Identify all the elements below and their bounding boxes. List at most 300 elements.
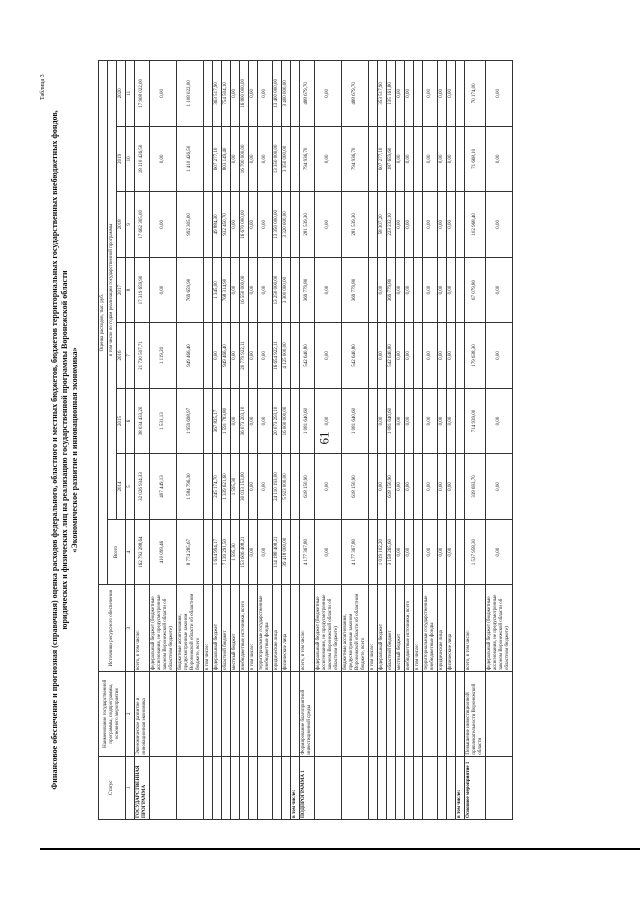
header-colnum: 1 — [126, 756, 135, 819]
row-value: 363 517,90 — [213, 61, 222, 127]
row-value: 49 884,30 — [213, 192, 222, 258]
row-value: 38 034 433,20 — [135, 388, 150, 454]
row-value: 0,00 — [396, 126, 405, 192]
row-name — [204, 672, 213, 757]
row-value: 13 250 000,00 — [273, 257, 282, 323]
header-year: 2016 — [117, 323, 126, 389]
row-value: 754 504,10 — [222, 61, 231, 127]
row-value: 0,00 — [231, 257, 240, 323]
row-value: 13 350 000,00 — [273, 192, 282, 258]
row-value: 0,00 — [405, 192, 414, 258]
row-value: 58 307,20 — [378, 192, 387, 258]
row-name — [486, 672, 513, 757]
row-source: местный бюджет — [396, 585, 405, 672]
table-row — [273, 61, 282, 820]
row-value: 135 161,80 — [387, 61, 396, 127]
row-source: юридические лица — [438, 585, 447, 672]
row-value: 0,00 — [405, 126, 414, 192]
row-value: 0,00 — [438, 323, 447, 389]
row-status — [231, 756, 240, 819]
row-value: 0,00 — [378, 388, 387, 454]
row-value — [291, 61, 300, 127]
header-year: 2014 — [117, 454, 126, 520]
header-year: 2020 — [117, 61, 126, 127]
row-source: всего, в том числе: — [300, 585, 315, 672]
row-name — [387, 672, 396, 757]
row-value: 0,00 — [231, 388, 240, 454]
row-status: в том числе: — [456, 756, 465, 819]
row-source: всего, в том числе: — [465, 585, 486, 672]
table-row — [231, 61, 240, 820]
row-value: 0,00 — [447, 388, 456, 454]
row-value — [456, 454, 465, 520]
row-value: 32 026 934,33 — [135, 454, 150, 520]
row-value — [456, 126, 465, 192]
row-value: 17 662 305,00 — [135, 192, 150, 258]
row-value: 1 108 022,00 — [177, 61, 204, 127]
row-value: 0,00 — [396, 61, 405, 127]
header-estimate: Оценка расходов, тыс. руб. — [99, 61, 108, 585]
row-value — [369, 257, 378, 323]
row-name — [177, 672, 204, 757]
header-total: Всего — [108, 519, 126, 585]
row-status — [177, 756, 204, 819]
row-value: 4 177 367,80 — [300, 519, 315, 585]
header-colnum: 2 — [126, 672, 135, 757]
row-value: 0,00 — [396, 388, 405, 454]
row-value: 0,00 — [405, 323, 414, 389]
table-row — [414, 61, 423, 820]
row-status — [282, 756, 291, 819]
row-value — [204, 454, 213, 520]
row-source: территориальные государственные внебюджетные фонды — [423, 585, 438, 672]
row-value: 1 634 994,17 — [213, 519, 222, 585]
row-value: 16 700 000,00 — [240, 126, 249, 192]
row-value — [414, 323, 423, 389]
row-source: юридические лица — [273, 585, 282, 672]
row-value: 1 595,30 — [231, 454, 240, 520]
row-name — [273, 672, 282, 757]
row-status — [414, 756, 423, 819]
row-source: областной бюджет — [222, 585, 231, 672]
row-value — [456, 388, 465, 454]
table-row — [222, 61, 231, 820]
row-value: 339 693,70 — [465, 454, 486, 520]
header-colnum: 9 — [126, 192, 135, 258]
row-value: 0,00 — [486, 61, 513, 127]
row-value: 1 081 640,60 — [342, 388, 369, 454]
row-name — [414, 672, 423, 757]
row-name — [378, 672, 387, 757]
row-value: 67 079,80 — [465, 257, 486, 323]
row-value: 0,00 — [486, 126, 513, 192]
row-value: 0,00 — [423, 519, 438, 585]
row-value: 20 073 293,10 — [273, 388, 282, 454]
row-value: 0,00 — [249, 61, 258, 127]
row-value: 102 968,40 — [465, 192, 486, 258]
table-row — [150, 61, 177, 820]
row-value: 0,00 — [258, 388, 273, 454]
row-value: 488 679,70 — [342, 61, 369, 127]
row-value: 0,00 — [486, 257, 513, 323]
table-row — [456, 61, 465, 820]
row-value: 71 668,10 — [465, 126, 486, 192]
row-value: 0,00 — [231, 323, 240, 389]
row-source: в том числе: — [249, 585, 258, 672]
row-status — [240, 756, 249, 819]
row-name — [315, 672, 342, 757]
row-value — [414, 61, 423, 127]
row-value — [369, 519, 378, 585]
row-value: 0,00 — [150, 126, 177, 192]
row-source: федеральный бюджет — [378, 585, 387, 672]
row-value: 1 537 958,30 — [465, 519, 486, 585]
row-value: 4 177 367,80 — [342, 519, 369, 585]
table-row — [135, 61, 150, 820]
row-value: 0,00 — [447, 257, 456, 323]
row-name — [222, 672, 231, 757]
binding-line — [40, 848, 640, 850]
row-value: 0,00 — [438, 519, 447, 585]
row-value: 0,00 — [447, 454, 456, 520]
table-row — [423, 61, 438, 820]
row-value: 1 081 640,60 — [387, 388, 396, 454]
row-value: 0,00 — [258, 257, 273, 323]
row-source: федеральный бюджет (бюджетные ассигнования, не предусмотренные законом Воронежской области об областном бюджете) — [486, 585, 513, 672]
row-name: Повышение инвестиционной привлекательности Воронежской области — [465, 672, 486, 757]
row-value — [291, 257, 300, 323]
table-row — [405, 61, 414, 820]
row-value: 0,00 — [396, 519, 405, 585]
row-value — [369, 323, 378, 389]
row-value: 0,00 — [315, 61, 342, 127]
row-value: 0,00 — [258, 323, 273, 389]
table-row — [447, 61, 456, 820]
row-status: Основное мероприятие 1 — [465, 756, 486, 819]
row-value: 114 188 408,21 — [273, 519, 282, 585]
table-row — [342, 61, 369, 820]
row-value: 0,00 — [150, 192, 177, 258]
row-value: 0,00 — [423, 388, 438, 454]
row-name — [423, 672, 438, 757]
row-value: 0,00 — [447, 519, 456, 585]
row-value: 618 150,90 — [387, 454, 396, 520]
row-value: 0,00 — [423, 323, 438, 389]
row-value — [414, 192, 423, 258]
row-value: 3 350 000,00 — [282, 126, 291, 192]
row-value — [414, 126, 423, 192]
row-value: 407 449,13 — [150, 454, 177, 520]
row-value — [456, 519, 465, 585]
row-value: 0,00 — [423, 126, 438, 192]
row-value: 0,00 — [438, 192, 447, 258]
row-status — [405, 756, 414, 819]
row-value: 30 033 153,00 — [240, 454, 249, 520]
row-value: 36 073 203,10 — [240, 388, 249, 454]
row-value: 187 659,60 — [387, 126, 396, 192]
row-value: 3 300 000,00 — [282, 257, 291, 323]
row-value — [204, 126, 213, 192]
table-row — [291, 61, 300, 820]
row-value: 16 550 000,00 — [240, 257, 249, 323]
row-value: 1 410 426,50 — [177, 126, 204, 192]
row-value — [414, 388, 423, 454]
row-value: 0,00 — [249, 192, 258, 258]
table-row — [204, 61, 213, 820]
row-value: 0,00 — [150, 61, 177, 127]
row-value: 0,00 — [249, 454, 258, 520]
row-status: ПОДПРОГРАММА 1 — [300, 756, 315, 819]
row-status — [387, 756, 396, 819]
row-value — [414, 257, 423, 323]
row-value: 0,00 — [249, 126, 258, 192]
row-value: 367 825,17 — [213, 388, 222, 454]
row-value — [204, 257, 213, 323]
row-value — [291, 388, 300, 454]
row-name: Формирование благоприятной инвестиционной среды — [300, 672, 315, 757]
row-value: 0,00 — [447, 323, 456, 389]
table-row — [258, 61, 273, 820]
row-value: 1 591 783,80 — [222, 388, 231, 454]
row-value — [291, 519, 300, 585]
row-source — [456, 585, 465, 672]
row-value: 607 277,10 — [213, 126, 222, 192]
row-value: 410 099,46 — [150, 519, 177, 585]
row-value: 5 923 000,00 — [282, 454, 291, 520]
row-status — [447, 756, 456, 819]
row-value — [369, 61, 378, 127]
row-value: 0,00 — [315, 519, 342, 585]
row-value: 803 149,40 — [222, 126, 231, 192]
row-value: 0,00 — [438, 388, 447, 454]
table-row — [396, 61, 405, 820]
row-source: бюджетные ассигнования, предусмотренные законом Воронежской области об областном бюджете, всего — [177, 585, 204, 672]
row-value: 794 936,70 — [300, 126, 315, 192]
row-status — [369, 756, 378, 819]
row-value: 0,00 — [447, 192, 456, 258]
row-source: в том числе: — [204, 585, 213, 672]
row-name — [438, 672, 447, 757]
row-value: 13 400 000,00 — [273, 61, 282, 127]
row-value: 0,00 — [378, 257, 387, 323]
row-source: всего, в том числе: — [135, 585, 150, 672]
table-label: Таблица 3 — [40, 74, 46, 100]
row-value: 0,00 — [438, 61, 447, 127]
row-value: 0,00 — [249, 519, 258, 585]
row-value: 769 659,90 — [177, 257, 204, 323]
row-source: территориальные государственные внебюджетные фонды — [258, 585, 273, 672]
table-row — [300, 61, 315, 820]
row-value: 0,00 — [405, 519, 414, 585]
row-value: 281 539,30 — [300, 192, 315, 258]
table-row — [369, 61, 378, 820]
row-value: 0,00 — [213, 323, 222, 389]
row-value: 17 908 022,00 — [135, 61, 150, 127]
row-value — [291, 323, 300, 389]
row-value: 1 959 698,97 — [177, 388, 204, 454]
row-value: 0,00 — [396, 257, 405, 323]
row-value: 70 174,00 — [465, 61, 486, 127]
row-source: внебюджетные источники, всего — [405, 585, 414, 672]
row-value: 542 640,80 — [300, 323, 315, 389]
row-value: 0,00 — [405, 388, 414, 454]
row-value: 0,00 — [378, 323, 387, 389]
row-value: 0,00 — [405, 61, 414, 127]
row-source — [291, 585, 300, 672]
row-value: 0,00 — [396, 323, 405, 389]
row-value: 16 670 000,00 — [240, 192, 249, 258]
row-value: 0,00 — [396, 454, 405, 520]
row-value: 281 539,30 — [342, 192, 369, 258]
row-name — [240, 672, 249, 757]
title-line: Финансовое обеспечение и прогнозная (справочная) оценка расходов федерального, областного и местных бюджетов, бюджетов территориальных государственных внебюджетных фондов, — [50, 110, 59, 790]
table-row — [213, 61, 222, 820]
row-value: 0,00 — [258, 192, 273, 258]
row-value: 618 150,90 — [300, 454, 315, 520]
document-title — [50, 40, 80, 860]
row-value: 0,00 — [249, 323, 258, 389]
row-value: 153 606 408,21 — [240, 519, 249, 585]
row-value: 0,00 — [423, 192, 438, 258]
row-value: 16 800 000,00 — [240, 61, 249, 127]
header-name: Наименование государственной программы, подпрограммы, основного мероприятия — [99, 672, 126, 757]
row-source: областной бюджет — [387, 585, 396, 672]
row-value: 0,00 — [486, 323, 513, 389]
row-name — [456, 672, 465, 757]
row-value: 4 125 000,00 — [282, 323, 291, 389]
row-value: 0,00 — [486, 454, 513, 520]
row-value — [204, 192, 213, 258]
row-value: 0,00 — [486, 519, 513, 585]
row-value — [369, 454, 378, 520]
row-source: внебюджетные источники, всего — [240, 585, 249, 672]
row-value — [456, 257, 465, 323]
row-value — [414, 519, 423, 585]
row-value: 0,00 — [315, 192, 342, 258]
header-colnum: 7 — [126, 323, 135, 389]
row-value: 0,00 — [378, 454, 387, 520]
header-colnum: 11 — [126, 61, 135, 127]
row-name: Экономическое развитие и инновационная экономика — [135, 672, 150, 757]
row-value: 17 319 659,90 — [135, 257, 150, 323]
row-value: 0,00 — [150, 257, 177, 323]
row-value: 20 779 922,11 — [240, 323, 249, 389]
row-value: 607 277,10 — [378, 126, 387, 192]
row-value: 932 450,70 — [222, 192, 231, 258]
row-value — [204, 61, 213, 127]
row-value: 0,00 — [396, 192, 405, 258]
row-status — [486, 756, 513, 819]
row-value: 992 305,00 — [177, 192, 204, 258]
table-row — [282, 61, 291, 820]
row-value: 0,00 — [249, 388, 258, 454]
row-value: 0,00 — [258, 519, 273, 585]
row-value: 0,00 — [486, 192, 513, 258]
row-value — [456, 192, 465, 258]
row-name — [369, 672, 378, 757]
row-status — [213, 756, 222, 819]
table-row — [465, 61, 486, 820]
row-value: 369 779,80 — [300, 257, 315, 323]
row-value: 21 730 507,71 — [135, 323, 150, 389]
row-status — [396, 756, 405, 819]
row-status — [222, 756, 231, 819]
row-name — [258, 672, 273, 757]
row-value: 7 139 291,50 — [222, 519, 231, 585]
row-name — [405, 672, 414, 757]
header-colnum: 6 — [126, 388, 135, 454]
row-value: 0,00 — [258, 454, 273, 520]
row-value: 0,00 — [423, 61, 438, 127]
row-value — [204, 519, 213, 585]
row-name — [342, 672, 369, 757]
row-value: 0,00 — [447, 61, 456, 127]
row-name — [249, 672, 258, 757]
row-name — [447, 672, 456, 757]
row-value: 179 638,30 — [465, 323, 486, 389]
row-value: 0,00 — [258, 61, 273, 127]
header-colnum: 5 — [126, 454, 135, 520]
row-value — [369, 388, 378, 454]
row-status — [204, 756, 213, 819]
row-value: 0,00 — [405, 454, 414, 520]
row-status — [342, 756, 369, 819]
row-status — [258, 756, 273, 819]
row-value: 39 418 000,00 — [282, 519, 291, 585]
row-status — [438, 756, 447, 819]
row-source: местный бюджет — [231, 585, 240, 672]
row-value: 1 345,00 — [213, 257, 222, 323]
row-value: 16 000 000,00 — [282, 388, 291, 454]
row-value: 8 774 285,67 — [177, 519, 204, 585]
table-row — [177, 61, 204, 820]
row-value: 0,00 — [231, 61, 240, 127]
row-value: 488 679,70 — [300, 61, 315, 127]
table-row — [378, 61, 387, 820]
row-value: 0,00 — [258, 126, 273, 192]
header-colnum: 4 — [126, 519, 135, 585]
row-value: 1 595,30 — [231, 519, 240, 585]
row-source: в том числе: — [414, 585, 423, 672]
row-source: федеральный бюджет — [213, 585, 222, 672]
row-source: физические лица — [447, 585, 456, 672]
row-value: 369 779,80 — [387, 257, 396, 323]
row-value — [291, 126, 300, 192]
table-row — [240, 61, 249, 820]
row-source: федеральный бюджет (бюджетные ассигнования, не предусмотренные законом Воронежской области об областном бюджете) — [150, 585, 177, 672]
row-status: ГОСУДАРСТВЕННАЯ ПРОГРАММА — [135, 756, 150, 819]
row-value: 18 110 426,50 — [135, 126, 150, 192]
row-source: физические лица — [282, 585, 291, 672]
row-value: 0,00 — [438, 454, 447, 520]
row-value: 223 232,10 — [387, 192, 396, 258]
row-value — [456, 61, 465, 127]
row-value: 369 779,80 — [342, 257, 369, 323]
row-value: 714 939,00 — [465, 388, 486, 454]
row-value: 542 640,80 — [387, 323, 396, 389]
row-value: 162 792 288,64 — [135, 519, 150, 585]
row-value — [204, 388, 213, 454]
header-incl: в том числе по годам реализации государственной программы — [108, 61, 117, 520]
finance-table — [98, 60, 513, 820]
header-year: 2018 — [117, 192, 126, 258]
table-row — [486, 61, 513, 820]
row-value: 1 584 796,30 — [177, 454, 204, 520]
page-number: 61 — [316, 431, 332, 445]
row-value: 0,00 — [315, 126, 342, 192]
header-status: Статус — [99, 756, 126, 819]
row-value: 3 320 000,00 — [282, 192, 291, 258]
